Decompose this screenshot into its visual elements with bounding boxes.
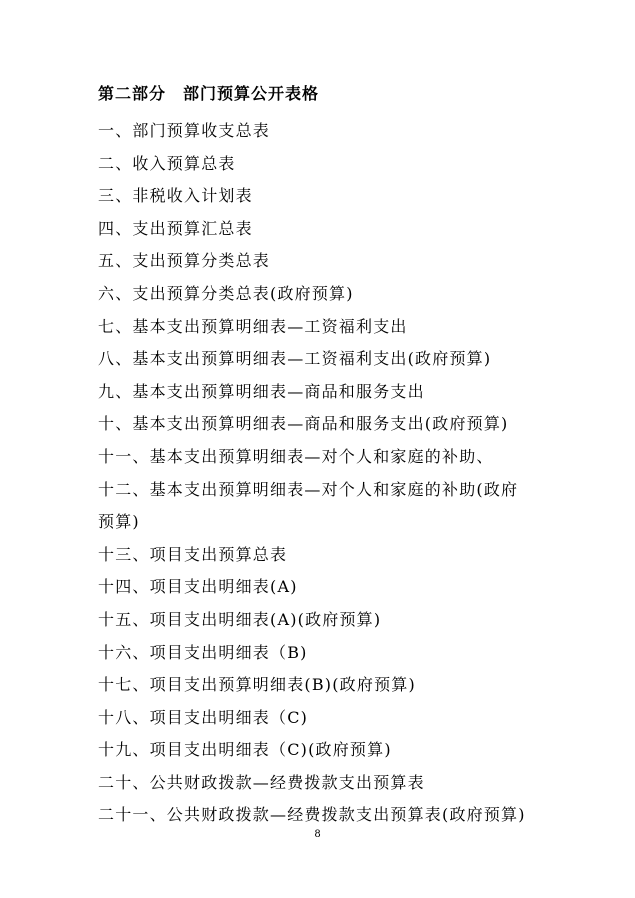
list-item: 十九、项目支出明细表（C)(政府预算) (98, 740, 392, 760)
list-item: 十七、项目支出预算明细表(B)(政府预算) (98, 675, 416, 695)
list-item: 二十一、公共财政拨款—经费拨款支出预算表(政府预算) (98, 805, 526, 825)
list-item: 八、基本支出预算明细表—工资福利支出(政府预算) (98, 349, 492, 369)
list-item: 十六、项目支出明细表（B) (98, 642, 308, 662)
list-item: 三、非税收入计划表 (98, 186, 253, 206)
list-item: 一、部门预算收支总表 (98, 121, 271, 140)
list-item: 十四、项目支出明细表(A) (98, 577, 298, 597)
document-page (98, 82, 528, 832)
page-number: 8 (314, 829, 321, 840)
list-item: 五、支出预算分类总表 (98, 251, 271, 271)
list-item: 十、基本支出预算明细表—商品和服务支出(政府预算) (98, 414, 509, 434)
list-item: 十五、项目支出明细表(A)(政府预算) (98, 609, 382, 629)
list-item: 二十、公共财政拨款—经费拨款支出预算表 (98, 772, 425, 792)
list-item: 二、收入预算总表 (98, 153, 236, 173)
list-item: 四、支出预算汇总表 (98, 218, 253, 238)
list-item: 十二、基本支出预算明细表—对个人和家庭的补助(政府预算) (98, 479, 519, 532)
list-item: 七、基本支出预算明细表—工资福利支出 (98, 316, 408, 336)
section-title: 第二部分 部门预算公开表格 (98, 84, 320, 103)
list-item: 十三、项目支出预算总表 (98, 544, 288, 564)
list-item: 十一、基本支出预算明细表—对个人和家庭的补助、 (98, 446, 494, 466)
list-item: 九、基本支出预算明细表—商品和服务支出 (98, 381, 425, 401)
list-item: 十八、项目支出明细表（C) (98, 707, 309, 727)
list-item: 六、支出预算分类总表(政府预算) (98, 283, 354, 303)
table-list (98, 115, 528, 832)
